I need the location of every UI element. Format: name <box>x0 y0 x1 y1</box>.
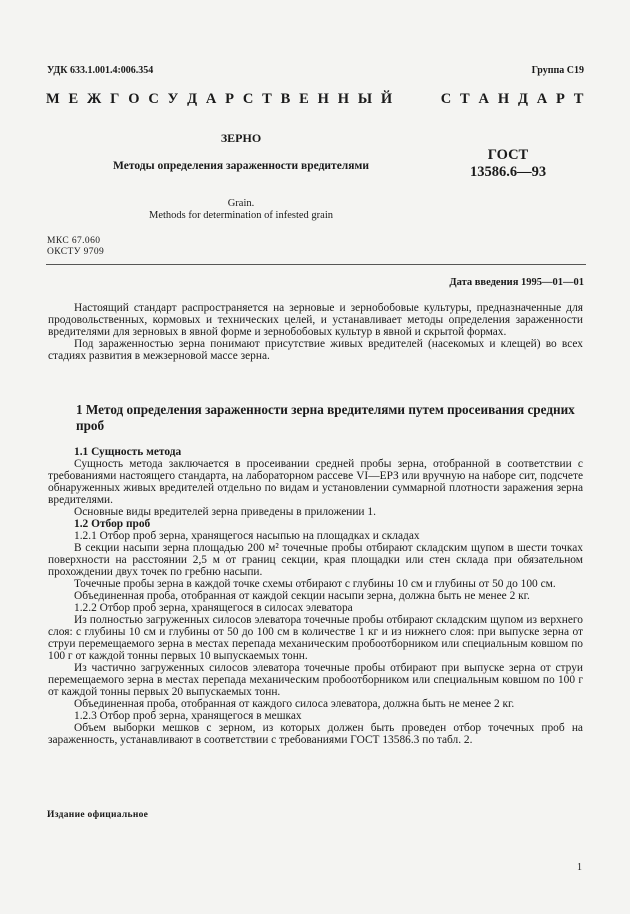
classification-codes <box>47 236 104 258</box>
introduction-date: Дата введения 1995—01—01 <box>449 277 584 288</box>
page-number: 1 <box>577 862 582 873</box>
doc-subtitle: Методы определения зараженности вредителями <box>113 160 369 172</box>
gost-number: 13586.6—93 <box>469 164 547 180</box>
english-title <box>46 198 436 222</box>
subsection-1-2-2: 1.2.2 Отбор проб зерна, хранящегося в силосах элеватора <box>74 602 353 614</box>
edition-label: Издание официальное <box>47 810 149 820</box>
s11-paragraph-1: Сущность метода заключается в просеивании средней пробы зерна, отобранной в соответствии с требованиями настоящего стандарта, на лабораторном рассеве VI—ЕРЗ или вручную на наборе сит, подсчете обнаруженных живых вредителей отдельно по видам и установлении суммарной плотности заражения зерна вредителями. <box>48 458 583 506</box>
english-sub: Methods for determination of infested grain <box>149 210 333 221</box>
s121-paragraph-3: Объединенная проба, отобранная от каждой секции насыпи зерна, должна быть не менее 2 кг. <box>74 590 530 602</box>
okstu-code: ОКСТУ 9709 <box>47 247 105 257</box>
subsection-1-1-title: 1.1 Сущность метода <box>74 446 182 458</box>
gost-label: ГОСТ <box>487 147 529 163</box>
standard-banner <box>46 91 586 108</box>
s122-paragraph-1: Из полностью загруженных силосов элеватора точечные пробы отбирают складским щупом из верхнего слоя: с глубины 10 см и глубины от 50 до 100 см в количестве 1 кг и из нижнего слоя: при выпуске зерна от струи перемещаемого зерна в местах перепада механическим пробоотборником или специальным ковшом по 100 г от каждой тонны первых 10 выпускаемых тонн. <box>48 614 583 662</box>
top-divider <box>46 264 586 265</box>
s122-paragraph-3: Объединенная проба, отобранная от каждого силоса элеватора, должна быть не менее 2 кг. <box>74 698 515 710</box>
intro-section <box>48 302 583 362</box>
s121-paragraph-1: В секции насыпи зерна площадью 200 м² точечные пробы отбирают складским щупом в шести точках поверхности на расстоянии 2,5 м от границ секции, края площадки или стен склада при обязательном прохождении двух точек по гребню насыпи. <box>48 542 583 578</box>
intro-paragraph-1: Настоящий стандарт распространяется на зерновые и зернобобовые культуры, предназначенные для продовольственных, кормовых и технических целей, и устанавливает методы определения зараженности вредителями для зерновых в явной форме и зернобобовых культур в явной и скрытой формах. <box>48 302 583 338</box>
section-1-body <box>48 446 583 746</box>
doc-title: ЗЕРНО <box>220 131 262 145</box>
mks-code: МКС 67.060 <box>47 236 101 246</box>
udk-code: УДК 633.1.001.4:006.354 <box>47 65 154 76</box>
group-code: Группа С19 <box>531 65 584 76</box>
intro-paragraph-2: Под зараженностью зерна понимают присутствие живых вредителей (насекомых и клещей) во всех стадиях развития в межзерновой массе зерна. <box>48 338 583 362</box>
english-main: Grain. <box>227 198 255 209</box>
s11-paragraph-2: Основные виды вредителей зерна приведены в приложении 1. <box>74 506 376 518</box>
section-1-title: 1 Метод определения зараженности зерна вредителями путем просеивания средних проб <box>76 402 575 433</box>
banner-right: С Т А Н Д А Р Т <box>440 91 586 107</box>
subsection-1-2-3: 1.2.3 Отбор проб зерна, хранящегося в мешках <box>74 710 302 722</box>
s123-paragraph-1: Объем выборки мешков с зерном, из которых должен быть проведен отбор точечных проб на зараженность, устанавливают в соответствии с требованиями ГОСТ 13586.3 по табл. 2. <box>48 722 583 746</box>
gost-block <box>440 147 576 181</box>
banner-left: М Е Ж Г О С У Д А Р С Т В Е Н Н Ы Й <box>46 91 395 107</box>
s121-paragraph-2: Точечные пробы зерна в каждой точке схемы отбирают с глубины 10 см и глубины от 50 до 100 см. <box>74 578 556 590</box>
subsection-1-2-title: 1.2 Отбор проб <box>74 518 151 530</box>
subsection-1-2-1: 1.2.1 Отбор проб зерна, хранящегося насыпью на площадках и складах <box>74 530 420 542</box>
s122-paragraph-2: Из частично загруженных силосов элеватора точечные пробы отбирают при выпуске зерна от струи перемещаемого зерна в местах перепада механическим пробоотборником или специальным ковшом по 100 г от каждой тонны первых 20 выпускаемых тонн. <box>48 662 583 698</box>
